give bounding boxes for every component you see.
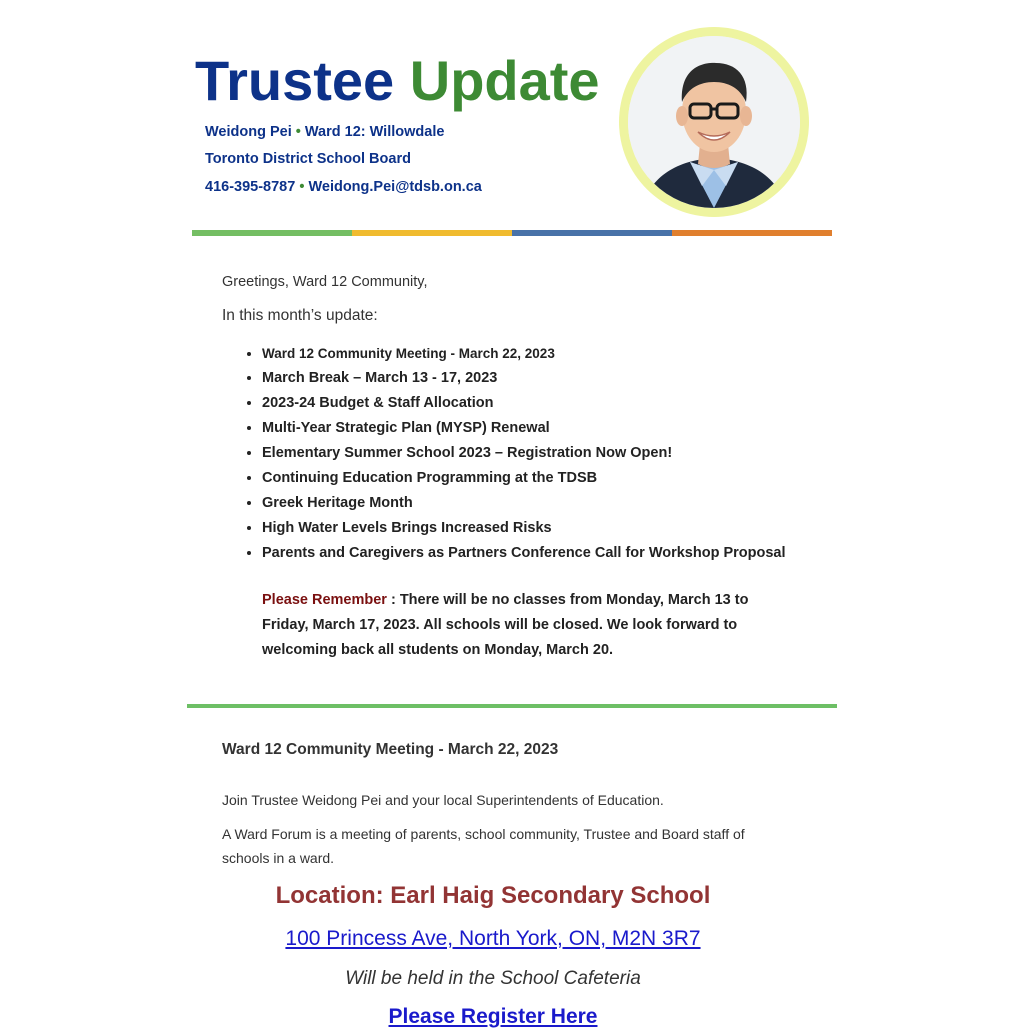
email-address[interactable]: Weidong.Pei@tdsb.on.ca xyxy=(308,179,482,195)
list-item[interactable]: • Parents and Caregivers as Partners Conference Call for Workshop Proposal xyxy=(262,541,786,566)
greeting: Greetings, Ward 12 Community, xyxy=(222,274,428,290)
register-link[interactable]: Please Register Here xyxy=(388,1005,598,1028)
trustee-photo-frame xyxy=(619,27,809,217)
list-item[interactable]: • Elementary Summer School 2023 – Registration Now Open! xyxy=(262,441,786,466)
section-title: Ward 12 Community Meeting - March 22, 2023 xyxy=(222,741,559,758)
section-divider xyxy=(187,704,837,708)
list-item[interactable]: • Multi-Year Strategic Plan (MYSP) Renewal xyxy=(262,416,786,441)
list-item[interactable]: • Continuing Education Programming at the TDSB xyxy=(262,466,786,491)
separator-dot: • xyxy=(299,179,305,195)
venue-note: Will be held in the School Cafeteria xyxy=(345,968,641,989)
color-bar-segment xyxy=(352,230,512,236)
title-part-trustee: Trustee xyxy=(195,49,395,112)
address-link[interactable]: 100 Princess Ave, North York, ON, M2N 3R7 xyxy=(285,927,701,950)
list-item[interactable]: • Ward 12 Community Meeting - March 22, 2023 xyxy=(262,341,786,366)
color-bar-segment xyxy=(192,230,352,236)
meeting-paragraph: Join Trustee Weidong Pei and your local Superintendents of Education. xyxy=(222,792,664,808)
trustee-name: Weidong Pei xyxy=(205,124,292,140)
portrait-illustration xyxy=(628,36,800,208)
meeting-paragraph: A Ward Forum is a meeting of parents, school community, Trustee and Board staff of schools in a ward. xyxy=(222,826,745,866)
list-item[interactable]: • High Water Levels Brings Increased Risks xyxy=(262,516,786,541)
update-lead: In this month’s update: xyxy=(222,307,378,324)
ward-name: Ward 12: Willowdale xyxy=(304,124,445,140)
reminder-text: : There will be no classes from Monday, March 13 to Friday, March 17, 2023. All schools will be closed. We look forward to welcoming back all students on Monday, March 20. xyxy=(262,592,749,658)
meeting-location: Location: Earl Haig Secondary School xyxy=(275,882,711,909)
phone-number: 416-395-8787 xyxy=(205,179,296,195)
list-item[interactable]: • Greek Heritage Month xyxy=(262,491,786,516)
contact-line xyxy=(205,178,482,196)
newsletter-title xyxy=(195,48,600,114)
list-item[interactable]: • March Break – March 13 - 17, 2023 xyxy=(262,366,786,391)
title-part-update: Update xyxy=(409,49,600,112)
board-name: Toronto District School Board xyxy=(205,151,411,167)
header-color-bar xyxy=(192,230,832,236)
trustee-name-line xyxy=(205,123,444,141)
color-bar-segment xyxy=(512,230,672,236)
update-contents-list xyxy=(222,341,786,566)
list-item[interactable]: • 2023-24 Budget & Staff Allocation xyxy=(262,391,786,416)
reminder-label: Please Remember xyxy=(262,592,387,608)
separator-dot: • xyxy=(295,124,301,140)
reminder-note xyxy=(262,588,782,663)
color-bar-segment xyxy=(672,230,832,236)
trustee-photo xyxy=(628,36,800,208)
